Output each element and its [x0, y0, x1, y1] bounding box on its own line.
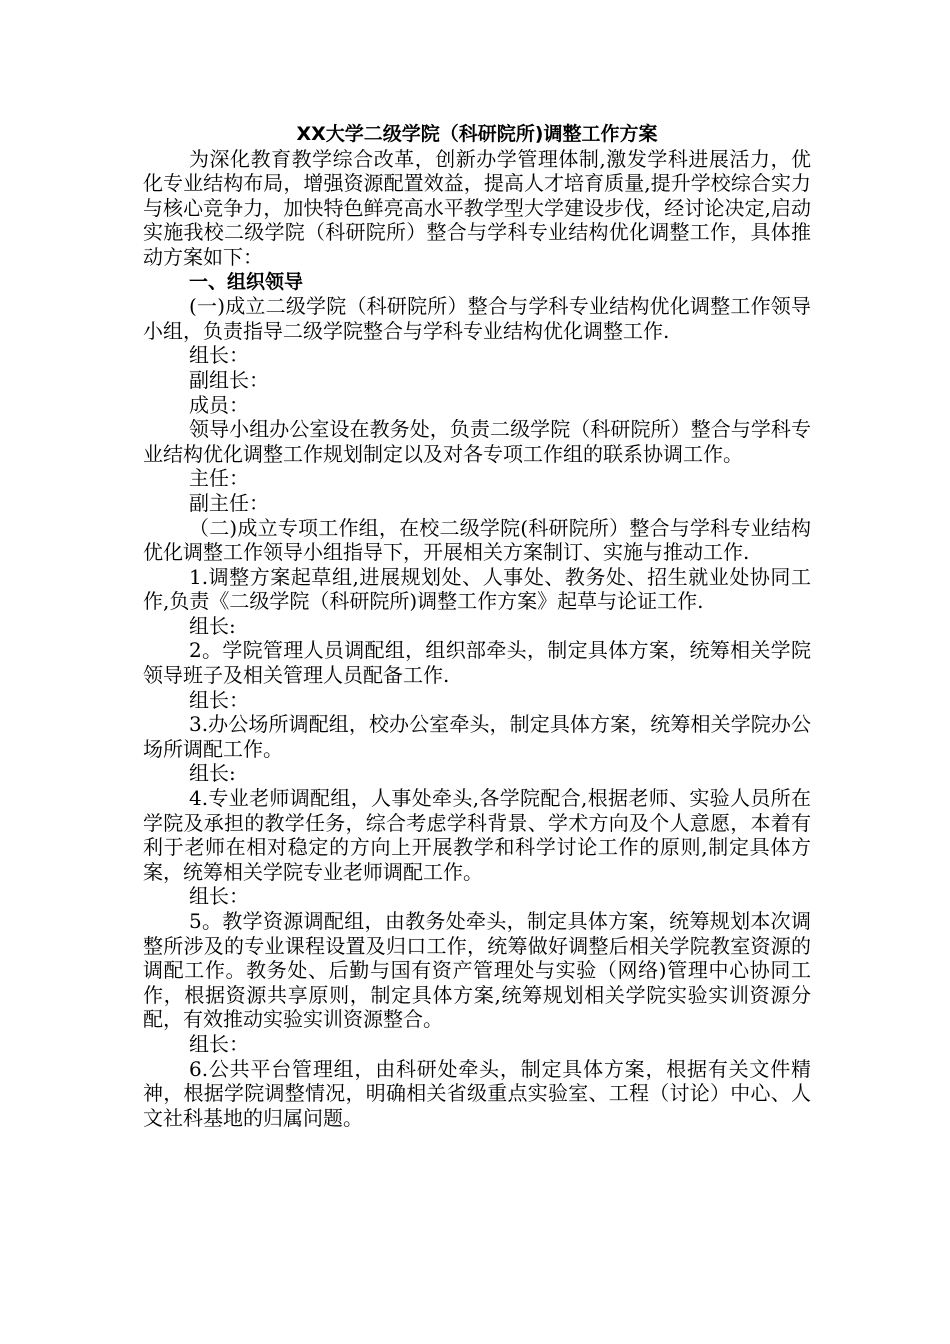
label-group-leader-5: 组长： [189, 1031, 249, 1056]
paragraph-leading-group: (一)成立二级学院（科研院所）整合与学科专业结构优化调整工作领导小组，负责指导二级学院整合与学科专业结构优化调整工作. [143, 294, 811, 343]
label-group-leader-3: 组长: [189, 761, 236, 786]
label-deputy-director: 副主任： [189, 490, 269, 515]
label-director: 主任： [189, 466, 249, 491]
paragraph-item-4: 4.专业老师调配组，人事处牵头,各学院配合,根据老师、实验人员所在学院及承担的教学任务，综合考虑学科背景、学术方向及个人意愿，本着有利于老师在相对稳定的方向上开展教学和科学讨论工作的原则,制定具体方案，统筹相关学院专业老师调配工作。 [143, 786, 811, 884]
paragraph-item-3: 3.办公场所调配组，校办公室牵头，制定具体方案，统筹相关学院办公场所调配工作。 [143, 712, 811, 761]
paragraph-item-2: 2。学院管理人员调配组，组织部牵头，制定具体方案，统筹相关学院领导班子及相关管理人员配备工作. [143, 638, 811, 688]
label-deputy-group-leader: 副组长： [189, 367, 269, 392]
label-group-leader-2: 组长： [189, 687, 249, 712]
paragraph-office: 领导小组办公室设在教务处，负责二级学院（科研院所）整合与学科专业结构优化调整工作规划制定以及对各专项工作组的联系协调工作。 [143, 417, 811, 466]
paragraph-special-groups: （二)成立专项工作组，在校二级学院(科研院所）整合与学科专业结构优化调整工作领导小组指导下，开展相关方案制订、实施与推动工作. [143, 515, 811, 565]
paragraph-intro: 为深化教育教学综合改革，创新办学管理体制,激发学科进展活力，优化专业结构布局，增强资源配置效益，提高人才培育质量,提升学校综合实力与核心竞争力，加快特色鲜亮高水平教学型大学建设步伐，经讨论决定,启动实施我校二级学院（科研院所）整合与学科专业结构优化调整工作，具体推动方案如下： [143, 146, 811, 269]
label-group-leader: 组长： [189, 343, 249, 368]
section-heading-organization: 一、组织领导 [189, 270, 304, 293]
label-members: 成员： [189, 392, 249, 417]
paragraph-item-1: 1.调整方案起草组,进展规划处、人事处、教务处、招生就业处协同工作,负责《二级学院（科研院所)调整工作方案》起草与论证工作. [143, 564, 811, 614]
label-group-leader-4: 组长： [189, 884, 249, 909]
paragraph-item-6: 6.公共平台管理组，由科研处牵头，制定具体方案，根据有关文件精神，根据学院调整情况，明确相关省级重点实验室、工程（讨论）中心、人文社科基地的归属问题。 [143, 1056, 811, 1130]
label-group-leader-1: 组长: [189, 613, 236, 638]
paragraph-item-5: 5。教学资源调配组，由教务处牵头，制定具体方案，统筹规划本次调整所涉及的专业课程设置及归口工作，统筹做好调整后相关学院教室资源的调配工作。教务处、后勤与国有资产管理处与实验（网络)管理中心协同工作，根据资源共享原则，制定具体方案,统筹规划相关学院实验实训资源分配，有效推动实验实训资源整合。 [143, 909, 811, 1032]
document-body [143, 122, 811, 1130]
document-title: XX大学二级学院（科研院所)调整工作方案 [296, 123, 658, 145]
